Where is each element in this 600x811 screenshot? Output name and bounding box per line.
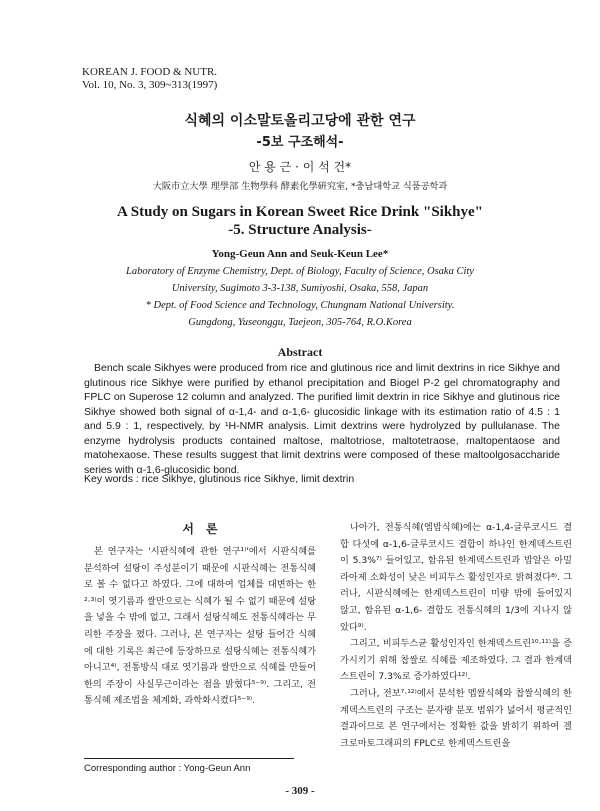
korean-affiliation: 大阪市立大學 理學部 生物學科 酵素化學硏究室, *충남대학교 식품공학과 [152,181,448,192]
abstract-body: Bench scale Sikhyes were produced from rice and glutinous rice and limit dextrins in rice Sikhye and glutinous rice Sikhye were purified by ethanol precipitation and Biogel P-2 gel chromatography and FPLC on Superose 12 column and analyzed. The purified limit dextrin in rice Sikhye and glutinous rice Sikhye showed both signal of α-1,4- and α-1,6- glucosidic linkage with its estimation ratio of 4.5 : 1 and 5.9 : 1, respectively, by ¹H-NMR analysis. Limit dextrins were hydrolyzed by pullulanase. The enzyme hydrolysis products contained maltose, maltotriose, maltotetraose, maltopentaose and matohexaose. These results suggest that limit dextrins were composed of these maltoolgosaccharide series with α-1,6-glucosidic bond. [84,362,560,476]
right-paragraph-1: 나아가, 전통식혜(엠밥식혜)에는 α-1,4-글루코시드 결합 다섯에 α-1,6-글루코시드 결합이 하나인 한계덱스트린이 5.3%⁷⁾ 들어있고, 함유된 한계덱스트린과 밥알은 아밀라아제 소화성이 낮은 비피두스 활성인자로 밝혀졌다⁸⁾. 그러나, 시판식혜에는 한계덱스트린이 미량 밖에 들어있지 않고, 함유된 α-1,6- 결합도 전통식혜의 1/3에 지나지 않았다⁹⁾. [340,522,572,633]
abstract-heading: Abstract [277,345,323,359]
journal-volume: Vol. 10, No. 3, 309~313(1997) [82,79,218,91]
affiliation-line1: Laboratory of Enzyme Chemistry, Dept. of Biology, Faculty of Science, Osaka City [126,266,474,277]
right-paragraph-3: 그러나, 전보⁷·¹²⁾에서 분석한 멥쌀식혜와 찹쌀식혜의 한계덱스트린의 구조는 분자량 분포 범위가 넓어서 평균적인 결과이므로 본 연구에서는 정확한 값을 밝히기 위하여 겔 크로마토그래피의 FPLC로 한계덱스트린을 [340,687,572,749]
section-heading-introduction: 서 론 [182,522,218,536]
left-column [84,544,316,710]
journal-header [82,66,217,92]
english-title-line2: -5. Structure Analysis- [228,222,372,238]
english-title-line1: A Study on Sugars in Korean Sweet Rice Drink "Sikhye" [116,204,483,220]
page-number: - 309 - [285,785,315,797]
footnote-divider [84,758,294,759]
affiliation-line2: University, Sugimoto 3-3-138, Sumiyoshi, Osaka, 558, Japan [171,283,429,294]
korean-title-line1: 식혜의 이소말토올리고당에 관한 연구 [184,113,416,129]
left-paragraph-1: 본 연구자는 '시판식혜에 관한 연구¹⁾'에서 시판식혜를 분석하여 설탕이 주성분이기 때문에 시판식혜는 전통식혜로 볼 수 없다고 하였다. 그에 대하여 업체를 대변하는 한²·³⁾이 엿기름과 쌀만으로는 식혜가 될 수 없기 때문에 설탕을 넣을 수 밖에 없고, 그래서 설탕식혜도 전통식혜라는 무리한 주장을 폈다. 그러나, 본 연구자는 설탕 들어간 식혜에 대한 기록은 최근에 등장하므로 설탕식혜는 전통식혜가 아니고⁴⁾, 전통방식 대로 엿기름과 쌀만으로 식혜를 만들어 한의 주장이 사실무근이라는 점을 밝혔다⁵⁻⁹⁾. 그리고, 전통식혜 제조법을 체계화, 과학화시켰다⁵⁻⁹⁾. [84,546,316,707]
journal-name: KOREAN J. FOOD & NUTR. [82,66,218,78]
affiliation-line4: Gungdong, Yuseonggu, Taejeon, 305-764, R.O.Korea [188,317,412,328]
footnote: Corresponding author : Yong-Geun Ann [84,763,251,774]
korean-authors: 안 용 근 · 이 석 건* [248,160,352,174]
affiliation-line3: * Dept. of Food Science and Technology, Chungnam National University. [145,300,455,311]
english-authors: Yong-Geun Ann and Seuk-Keun Lee* [211,248,389,260]
right-paragraph-2: 그리고, 비피두스균 활성인자인 한계덱스트린¹⁰·¹¹⁾을 증가시키기 위해 찹쌀로 식혜를 제조하였다. 그 결과 한계덱스트린이 7.3%로 증가하였다¹²⁾. [340,638,572,683]
right-column [340,520,572,752]
abstract-keywords: Key words : rice Sikhye, glutinous rice Sikhye, limit dextrin [84,473,355,485]
korean-title-line2: -5보 구조해석- [256,135,344,150]
